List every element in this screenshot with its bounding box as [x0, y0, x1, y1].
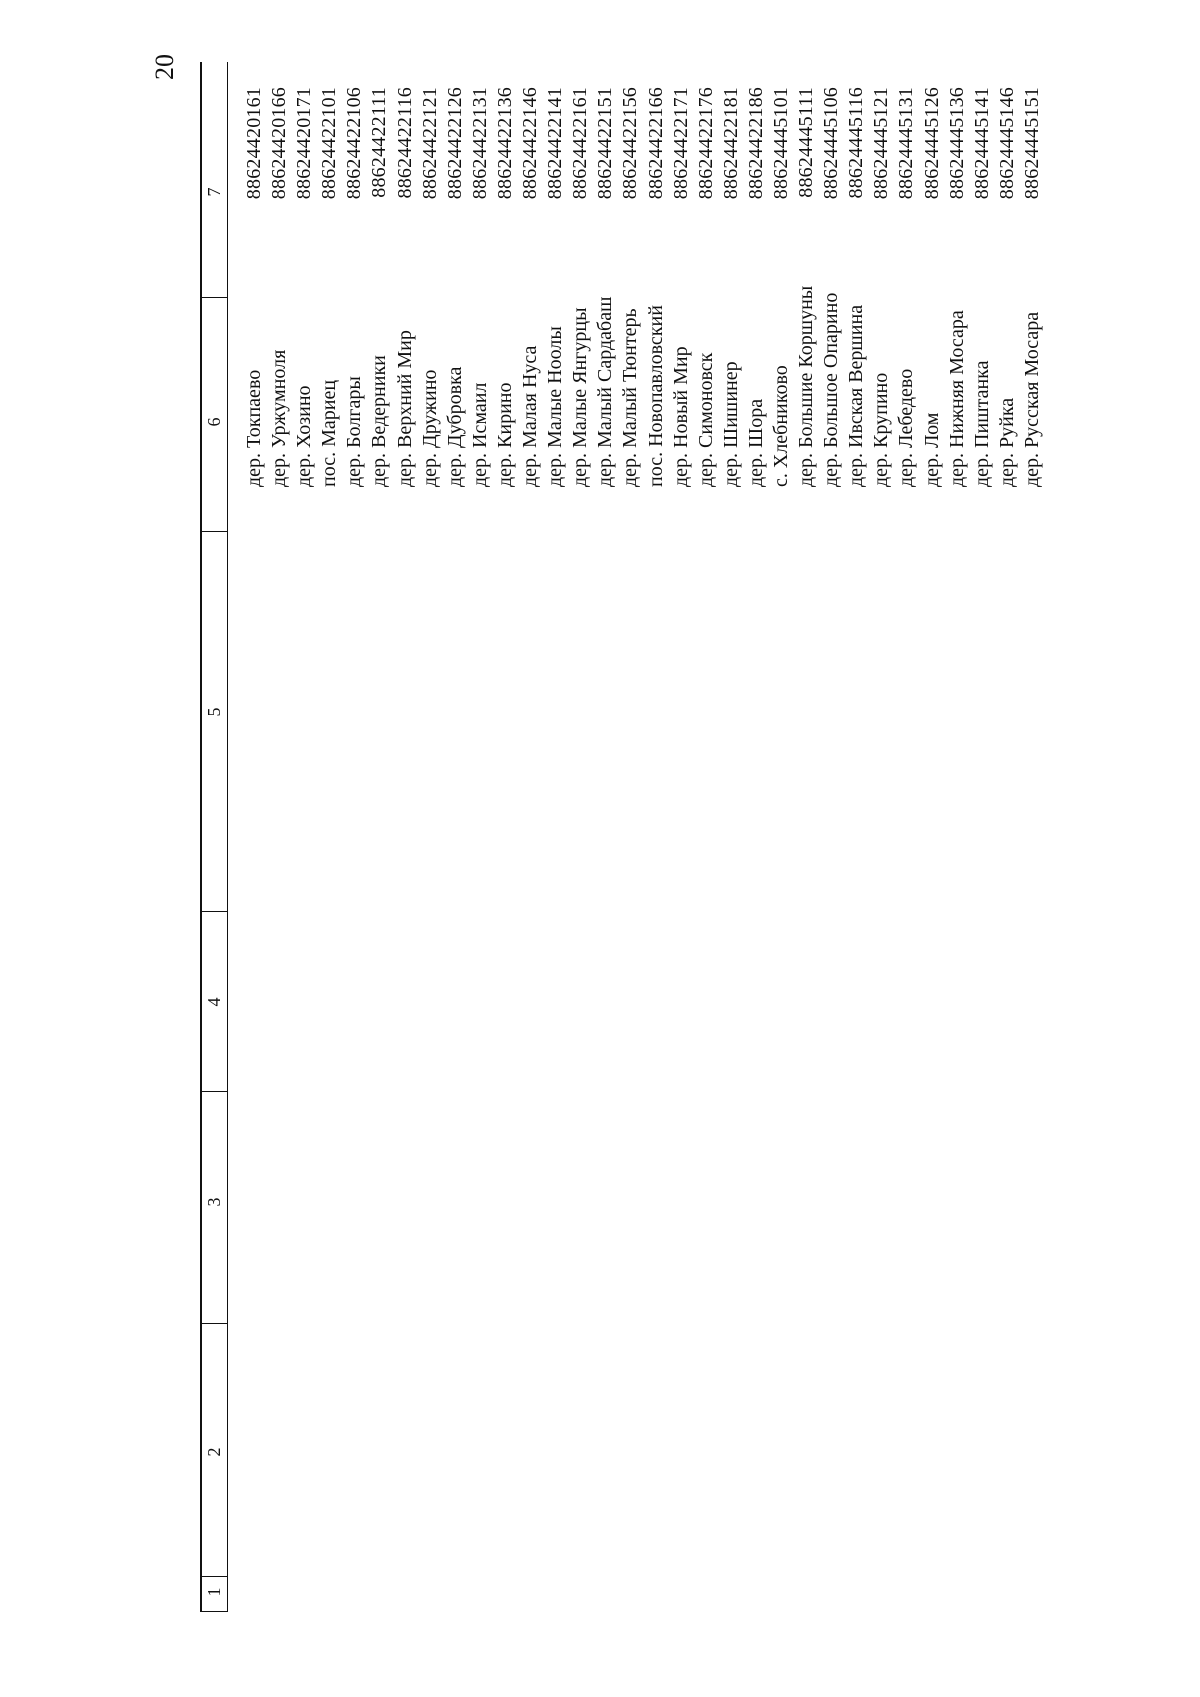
table-row [418, 62, 443, 1612]
column-number-7: 7 [204, 187, 224, 197]
settlement-code: 88624445151 [1020, 87, 1043, 200]
table-row [694, 62, 719, 1612]
table-row [920, 62, 945, 1612]
settlement-code: 88624422121 [418, 87, 441, 200]
settlement-name: дер. Пиштанка [970, 360, 993, 487]
column-number-6: 6 [204, 417, 224, 427]
column-separator [200, 297, 228, 298]
settlement-code: 88624422111 [368, 87, 391, 198]
settlement-code: 88624420161 [243, 87, 265, 200]
settlement-code: 88624422166 [644, 87, 667, 200]
settlement-name: дер. Шора [744, 398, 767, 487]
table-row [819, 62, 844, 1612]
table-row [769, 62, 794, 1612]
table-row [644, 62, 669, 1612]
settlement-name: дер. Большое Опарино [820, 292, 843, 487]
settlement-name: дер. Верхний Мир [393, 330, 416, 487]
settlement-code: 88624422106 [343, 87, 366, 200]
settlement-name: дер. Дубровка [443, 366, 466, 487]
settlement-code: 88624420171 [293, 87, 316, 200]
settlement-name: дер. Дружино [418, 369, 441, 487]
table-row [794, 62, 819, 1612]
settlement-code: 88624422141 [544, 87, 567, 200]
settlement-code: 88624422161 [569, 87, 592, 200]
settlement-name: дер. Токпаево [243, 369, 265, 487]
settlement-name: дер. Симоновск [694, 352, 717, 487]
settlement-code: 88624422176 [694, 87, 717, 200]
settlement-code: 88624422146 [519, 87, 542, 200]
column-separator [200, 1576, 228, 1577]
settlement-name: дер. Лом [920, 412, 943, 487]
settlement-code: 88624445141 [970, 87, 993, 200]
table-row [292, 62, 317, 1612]
settlement-name: дер. Шишинер [719, 361, 742, 487]
settlement-name: дер. Болгары [343, 376, 366, 487]
settlement-name: дер. Большие Коршуны [795, 285, 818, 487]
table-row [618, 62, 643, 1612]
page-number: 20 [150, 54, 179, 80]
table-row [719, 62, 744, 1612]
table-row [970, 62, 995, 1612]
column-number-5: 5 [204, 707, 224, 717]
column-number-2: 2 [204, 1447, 224, 1457]
settlement-name: дер. Кирино [493, 382, 516, 487]
header-bottom-rule [227, 62, 228, 1612]
settlement-name: дер. Новый Мир [669, 346, 692, 487]
settlement-name: дер. Лебедево [895, 368, 918, 487]
table-row [543, 62, 568, 1612]
settlement-name: дер. Ведерники [368, 355, 391, 487]
table-row [995, 62, 1020, 1612]
settlement-name: дер. Малый Сардабаш [594, 296, 617, 487]
settlement-code: 88624422171 [669, 87, 692, 200]
table-row [669, 62, 694, 1612]
settlement-name: дер. Ивская Вершина [845, 304, 868, 487]
table-row [317, 62, 342, 1612]
column-number-3: 3 [204, 1197, 224, 1207]
table-row [443, 62, 468, 1612]
settlement-name: дер. Малые Янгурцы [569, 307, 592, 487]
column-separator [200, 911, 228, 912]
table-row [468, 62, 493, 1612]
landscape-table [200, 62, 1100, 1612]
table-row [894, 62, 919, 1612]
settlement-code: 88624422156 [619, 87, 642, 200]
settlement-code: 88624445136 [945, 87, 968, 200]
settlement-code: 88624422101 [318, 87, 341, 200]
settlement-name: дер. Крупино [870, 372, 893, 487]
table-body [242, 62, 1045, 1612]
settlement-code: 88624420166 [268, 87, 291, 200]
settlement-name: дер. Уржумноля [268, 349, 291, 487]
settlement-name: дер. Русская Мосара [1020, 311, 1043, 487]
settlement-code: 88624445146 [995, 87, 1018, 200]
column-number-1: 1 [204, 1587, 224, 1597]
table-row [568, 62, 593, 1612]
settlement-name: с. Хлебниково [769, 365, 792, 487]
settlement-name: дер. Малая Нуса [519, 345, 542, 487]
table-row [493, 62, 518, 1612]
settlement-name: дер. Нижняя Мосара [945, 310, 968, 487]
column-separator [200, 1091, 228, 1092]
settlement-name: пос. Мариец [318, 379, 341, 487]
settlement-name: дер. Исмаил [468, 382, 491, 487]
table-row [342, 62, 367, 1612]
settlement-code: 88624422186 [744, 87, 767, 200]
settlement-code: 88624422181 [719, 87, 742, 200]
column-number-4: 4 [204, 997, 224, 1007]
settlement-name: дер. Хозино [293, 385, 316, 487]
settlement-code: 88624445131 [895, 87, 918, 200]
settlement-code: 88624422131 [468, 87, 491, 200]
table-row [393, 62, 418, 1612]
column-number-row [200, 62, 228, 1612]
settlement-name: дер. Малые Ноолы [544, 326, 567, 487]
settlement-code: 88624445101 [769, 87, 792, 200]
column-separator [200, 531, 228, 532]
table-row [744, 62, 769, 1612]
table-row [844, 62, 869, 1612]
settlement-code: 88624422116 [393, 87, 416, 199]
table-row [593, 62, 618, 1612]
table-row [518, 62, 543, 1612]
settlement-code: 88624445126 [920, 87, 943, 200]
settlement-code: 88624445106 [820, 87, 843, 200]
column-separator [200, 1611, 228, 1612]
table-row [367, 62, 392, 1612]
settlement-code: 88624422126 [443, 87, 466, 200]
settlement-name: пос. Новопавловский [644, 305, 667, 487]
settlement-code: 88624445121 [870, 87, 893, 200]
settlement-code: 88624422151 [594, 87, 617, 200]
table-row [869, 62, 894, 1612]
table-row [242, 62, 267, 1612]
table-top-rule [200, 62, 202, 1612]
table-row [267, 62, 292, 1612]
table-row [1020, 62, 1045, 1612]
settlement-name: дер. Руйка [995, 397, 1018, 487]
settlement-name: дер. Малый Тюнтерь [619, 308, 642, 487]
settlement-code: 88624445111 [795, 87, 818, 198]
settlement-code: 88624422136 [493, 87, 516, 200]
table-row [945, 62, 970, 1612]
settlement-code: 88624445116 [845, 87, 868, 199]
column-separator [200, 1323, 228, 1324]
